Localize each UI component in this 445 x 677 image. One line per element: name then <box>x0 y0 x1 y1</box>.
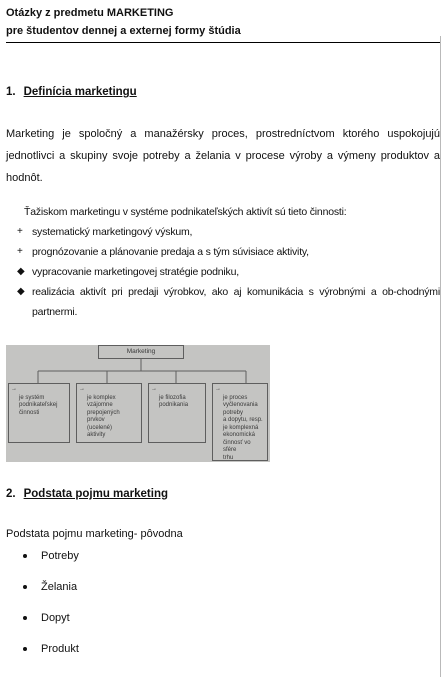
section-2-subtitle: Podstata pojmu marketing- pôvodna <box>6 528 183 540</box>
list-item <box>14 222 440 242</box>
diagram-root-box: Marketing <box>98 345 184 359</box>
bullet-dot-icon <box>23 585 27 589</box>
arrow-right-icon: → <box>79 386 85 392</box>
section-2-title: Podstata pojmu marketing <box>23 488 169 500</box>
diamond-bullet-icon: ◆ <box>17 266 25 277</box>
diagram-box-4 <box>212 383 268 461</box>
activities-intro: Ťažiskom marketingu v systéme podnikateľských aktivít sú tieto činnosti: <box>24 206 347 218</box>
list-item-text: systematický marketingový výskum, <box>32 226 193 238</box>
diamond-bullet-icon: ◆ <box>17 286 25 297</box>
section-1-title: Definícia marketingu <box>23 86 137 98</box>
section-2-number: 2. <box>6 488 16 500</box>
header-line-1: Otázky z predmetu MARKETING <box>6 7 174 19</box>
diagram-box-3 <box>148 383 206 443</box>
list-item <box>14 262 440 282</box>
concepts-list <box>22 548 79 672</box>
list-item <box>22 641 79 672</box>
marketing-diagram-image <box>6 345 270 462</box>
diagram-box-2 <box>76 383 142 443</box>
list-item <box>22 579 79 610</box>
activities-list <box>14 222 440 322</box>
diagram-box-1 <box>8 383 70 443</box>
list-item-text: prognózovanie a plánovanie predaja a s tým súvisiace aktivity, <box>32 246 309 258</box>
plus-bullet-icon: + <box>17 226 23 237</box>
list-item <box>22 548 79 579</box>
list-item-text: Dopyt <box>41 612 70 624</box>
list-item-text: Potreby <box>41 550 79 562</box>
section-2-heading <box>6 488 168 500</box>
section-1-paragraph: Marketing je spoločný a manažérsky proces, prostredníctvom ktorého uspokojujú jednotlivci a skupiny svoje potreby a želania v procese výroby a výmeny produktov a hodnôt. <box>6 128 440 184</box>
list-item-text: vypracovanie marketingovej stratégie podniku, <box>32 266 239 278</box>
diagram-box-text: je systém podnikateľskej činnosti <box>19 394 58 416</box>
header-line-2: pre študentov dennej a externej formy štúdia <box>6 22 440 43</box>
diagram-box-text: je filozofia podnikania <box>159 394 189 408</box>
list-item <box>22 610 79 641</box>
section-1-number: 1. <box>6 86 16 98</box>
document-header <box>6 4 440 43</box>
list-item-text: realizácia aktivít pri predaji výrobkov, ako aj komunikácia s výrobnými a ob-chodnými partnermi. <box>32 286 440 318</box>
plus-bullet-icon: + <box>17 246 23 257</box>
bullet-dot-icon <box>23 616 27 620</box>
arrow-right-icon: → <box>11 386 17 392</box>
bullet-dot-icon <box>23 647 27 651</box>
section-1-heading <box>6 86 137 98</box>
diagram-box-text: je komplex vzájomne prepojených prvkov (ucelené) aktivity <box>87 394 120 438</box>
list-item-text: Produkt <box>41 643 79 655</box>
page-margin-line <box>440 36 441 677</box>
diagram-box-text: je proces vyčlenovania potreby a dopytu, resp. je komplexná ekonomická činnosť vo sfére trhu <box>223 394 263 461</box>
arrow-right-icon: → <box>151 386 157 392</box>
bullet-dot-icon <box>23 554 27 558</box>
arrow-right-icon: → <box>215 386 221 392</box>
list-item <box>14 282 440 322</box>
list-item <box>14 242 440 262</box>
list-item-text: Želania <box>41 581 78 593</box>
